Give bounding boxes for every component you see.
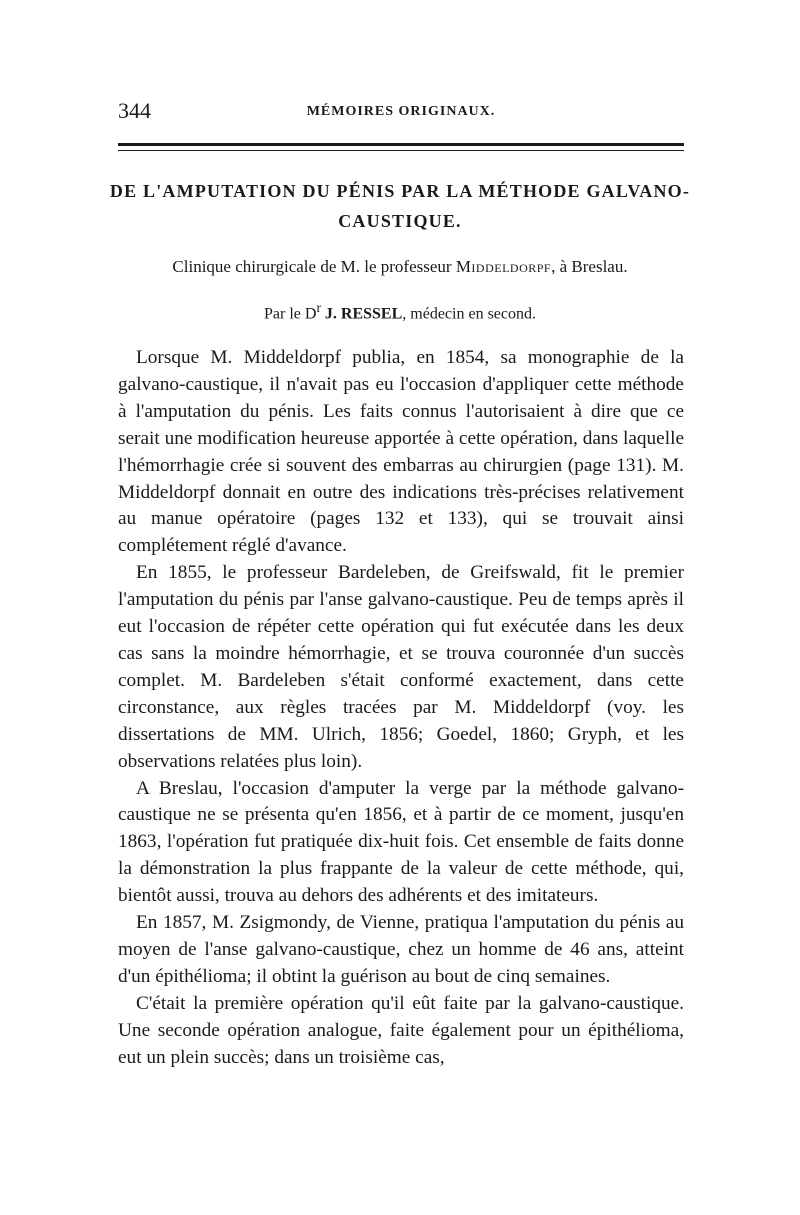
paragraph: En 1857, M. Zsigmondy, de Vienne, pratiqua l'amputation du pénis au moyen de l'anse galvano-caustique, chez un homme de 46 ans, atteint d'un épithélioma; il obtint la guérison au bout de cinq semaines. [118,912,684,987]
article-subtitle [80,257,720,277]
page-number: 344 [118,98,151,123]
running-title: MÉMOIRES ORIGINAUX. [306,104,496,119]
byline-sup: r [316,300,321,315]
byline-suffix: , médecin en second. [402,305,536,323]
subtitle-suffix: , à Breslau. [551,257,628,276]
article-title: DE L'AMPUTATION DU PÉNIS PAR LA MÉTHODE GALVANO-CAUSTIQUE. [109,181,691,231]
paragraph: A Breslau, l'occasion d'amputer la verge par la méthode galvano-caustique ne se présenta qu'en 1856, et à partir de ce moment, jusqu'en 1863, l'opération fut pratiquée dix-huit fois. Cet ensemble de faits donne la démonstration la plus frappante de la valeur de cette méthode, qui, bientôt aussi, trouva au dehors des adhérents et des imitateurs. [118,777,684,907]
body-text [118,345,684,1071]
header-rule-thin [118,150,684,151]
paragraph: C'était la première opération qu'il eût faite par la galvano-caustique. Une seconde opération analogue, faite également pour un épithélioma, eut un plein succès; dans un troisième cas, [118,992,684,1068]
header-rule-thick [118,143,684,146]
paragraph: Lorsque M. Middeldorpf publia, en 1854, sa monographie de la galvano-caustique, il n'avait pas eu l'occasion d'appliquer cette méthode à l'amputation du pénis. Les faits connus l'autorisaient à dire que ce serait une modification heureuse apportée à cette opération, dans laquelle l'hémorrhagie crée si souvent des embarras au chirurgien (page 131). M. Middeldorpf donnait en outre des indications très-précises relativement au manue opératoire (pages 132 et 133), qui se trouvait ainsi complétement réglé d'avance. [118,347,684,557]
byline-author-name: J. RESSEL [320,305,403,323]
running-head [118,98,684,130]
paragraph: En 1855, le professeur Bardeleben, de Greifswald, fit le premier l'amputation du pénis par l'anse galvano-caustique. Peu de temps après il eut l'occasion de répéter cette opération qui fut exécutée dans les deux cas sans la moindre hémorrhagie, et se trouva couronnée d'un succès complet. M. Bardeleben s'était conformé exactement, dans cette circonstance, aux règles tracées par M. Middeldorpf (voy. les dissertations de MM. Ulrich, 1856; Goedel, 1860; Gryph, et les observations relatées plus loin). [118,562,684,772]
byline-prefix: Par le D [264,305,317,323]
subtitle-professor-name: Middeldorpf [455,257,552,276]
subtitle-prefix: Clinique chirurgicale de M. le professeur [172,257,452,276]
article-byline [80,300,720,323]
